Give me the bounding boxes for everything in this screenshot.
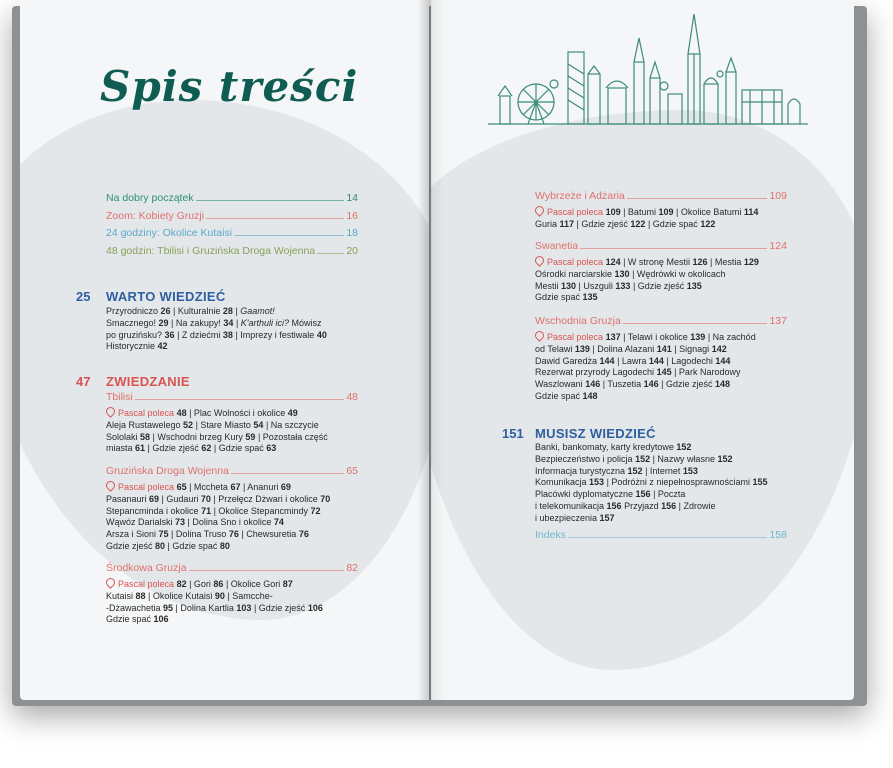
toc-entry-label: Indeks xyxy=(535,529,566,541)
leader-line xyxy=(189,570,345,571)
toc-entry-page: 82 xyxy=(346,562,358,574)
leader-line xyxy=(317,253,344,254)
leader-line xyxy=(623,323,768,324)
toc-entry-intro[interactable] xyxy=(106,245,358,257)
leader-line xyxy=(568,537,768,538)
section-number: 47 xyxy=(76,374,91,389)
leader-line xyxy=(135,399,344,400)
section-number: 151 xyxy=(502,426,524,441)
toc-entry-page: 14 xyxy=(346,192,358,204)
leader-line xyxy=(627,198,768,199)
toc-entry-region[interactable] xyxy=(535,240,787,252)
toc-entry-label: Na dobry początek xyxy=(106,192,194,204)
leader-line xyxy=(234,235,344,236)
toc-entry-label: Wschodnia Gruzja xyxy=(535,315,621,327)
toc-entry-region[interactable] xyxy=(106,465,358,477)
toc-entry-label: 48 godzin: Tbilisi i Gruzińska Droga Wojenna xyxy=(106,244,316,257)
toc-entry-label: 24 godziny: Okolice Kutaisi xyxy=(106,227,233,239)
toc-entry-page: 48 xyxy=(346,391,358,403)
toc-entry-page: 124 xyxy=(769,240,787,252)
section-title: ZWIEDZANIE xyxy=(106,374,190,389)
region-entries: Pascal poleca 109 | Batumi 109 | Okolice Batumi 114 Guria 117 | Gdzie zjeść 122 | Gdzie spać 122 xyxy=(535,206,810,231)
section-body: Przyrodniczo 26 | Kulturalnie 28 | Gaamot! Smacznego! 29 | Na zakupy! 34 | K'arthuli ici? Mówisz po gruzińsku? 36 | Z dziećmi 38 | Imprezy i festiwale 40 Historycznie 42 xyxy=(106,306,327,352)
section-number: 25 xyxy=(76,289,91,304)
tbilisi-skyline-illustration xyxy=(488,14,808,126)
toc-entry-indeks[interactable] xyxy=(535,529,787,541)
leader-line xyxy=(196,200,345,201)
section-title: MUSISZ WIEDZIEĆ xyxy=(535,426,656,441)
section-title: WARTO WIEDZIEĆ xyxy=(106,289,226,304)
region-entries: Pascal poleca 65 | Mccheta 67 | Ananuri 69 Pasanauri 69 | Gudauri 70 | Przełęcz Dżwari i okolice 70 Stepancminda i okolice 71 | Okolice Stepancmindy 72 Wąwóz Darialski 73 | Dolina Sno i okolice 74 Arsza i Sioni 75 | Dolina Truso 76 | Chewsuretia 76 Gdzie zjeść 80 | Gdzie spać 80 xyxy=(106,481,376,553)
toc-entry-label: Swanetia xyxy=(535,240,579,252)
section-body: Banki, bankomaty, karty kredytowe 152 Bezpieczeństwo i policja 152 | Nazwy własne 152 Informacja turystyczna 152 | Internet 153 Komunikacja 153 | Podróżni z niepełnosprawnościami 155 Placówki dyplomatyczne 156 | Poczta i telekomunikacja 156 Przyjazd 156 | Zdrowie i ubezpieczenia 157 xyxy=(535,442,768,523)
toc-entry-region[interactable] xyxy=(106,562,358,574)
toc-entry-region[interactable] xyxy=(535,315,787,327)
region-entries: Pascal poleca 124 | W stronę Mestii 126 | Mestia 129 Ośrodki narciarskie 130 | Wędrówki w okolicach Mestii 130 | Uszguli 133 | Gdzie zjeść 135 Gdzie spać 135 xyxy=(535,256,810,304)
leader-line xyxy=(231,473,344,474)
toc-entry-intro[interactable] xyxy=(106,192,358,204)
page-title: Spis treści xyxy=(100,62,359,111)
toc-entry-region[interactable] xyxy=(106,391,358,403)
toc-entry-page: 109 xyxy=(769,190,787,202)
toc-entry-page: 137 xyxy=(769,315,787,327)
toc-entry-label: Tbilisi xyxy=(106,391,133,403)
toc-entry-intro[interactable] xyxy=(106,227,358,239)
toc-entry-page: 158 xyxy=(769,529,787,541)
region-entries: Pascal poleca 48 | Plac Wolności i okolice 49 Aleja Rustawelego 52 | Stare Miasto 54 | Na szczycie Sololaki 58 | Wschodni brzeg Kury 59 | Pozostała część miasta 61 | Gdzie zjeść 62 | Gdzie spać 63 xyxy=(106,407,376,455)
region-entries: Pascal poleca 137 | Telawi i okolice 139 | Na zachód od Telawi 139 | Dolina Alazani 141 | Signagi 142 Dawid Garedża 144 | Lawra 144 | Lagodechi 144 Rezerwat przyrody Lagodechi 145 | Park Narodowy Waszlowani 146 | Tuszetia 146 | Gdzie zjeść 148 Gdzie spać 148 xyxy=(535,331,810,403)
toc-entry-intro[interactable] xyxy=(106,210,358,222)
toc-entry-page: 16 xyxy=(346,209,358,222)
toc-entry-page: 18 xyxy=(346,227,358,239)
toc-entry-label: Wybrzeże i Adżaria xyxy=(535,190,625,202)
toc-entry-label: Zoom: Kobiety Gruzji xyxy=(106,209,205,222)
toc-entry-label: Środkowa Gruzja xyxy=(106,562,187,574)
toc-entry-region[interactable] xyxy=(535,190,787,202)
region-entries: Pascal poleca 82 | Gori 86 | Okolice Gori 87 Kutaisi 88 | Okolice Kutaisi 90 | Samcche- -Dżawachetia 95 | Dolina Kartlia 103 | Gdzie zjeść 106 Gdzie spać 106 xyxy=(106,578,376,626)
leader-line xyxy=(580,248,767,249)
toc-entry-page: 65 xyxy=(346,465,358,477)
leader-line xyxy=(206,218,344,219)
toc-entry-page: 20 xyxy=(346,244,358,257)
toc-entry-label: Gruzińska Droga Wojenna xyxy=(106,465,229,477)
